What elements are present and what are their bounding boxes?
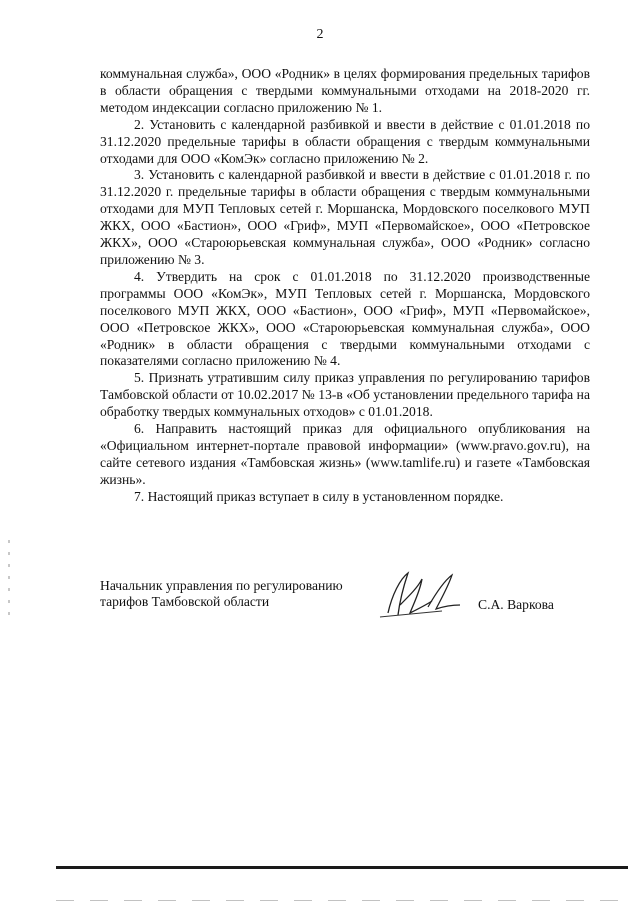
footer-rule: [56, 866, 628, 869]
paragraph-6: 6. Направить настоящий приказ для официального опубликования на «Официальном интернет-портале правовой информации» (www.pravo.gov.ru), на сайте сетевого издания «Тамбовская жизнь» (www.tamlife.ru) и газете «Тамбовская жизнь».: [100, 421, 590, 487]
paragraph-4: 4. Утвердить на срок с 01.01.2018 по 31.12.2020 производственные программы ООО «КомЭк», МУП Тепловых сетей г. Моршанска, Мордовского поселкового МУП ЖКХ, ООО «Бастион», ООО «Гриф», МУП «Первомайское», ООО «Петровское ЖКХ», ООО «Староюрьевская коммунальная служба», ООО «Родник» в области обращения с твердыми коммунальными отходами с показателями согласно приложению № 4.: [100, 268, 590, 369]
paragraph-7: 7. Настоящий приказ вступает в силу в установленном порядке.: [134, 488, 504, 504]
scan-margin-specks: [8, 540, 10, 620]
signatory-position: [100, 578, 343, 610]
footer-scan-marks: [56, 900, 628, 901]
signatory-position-line-2: тарифов Тамбовской области: [100, 594, 270, 609]
paragraph-2: 2. Установить с календарной разбивкой и ввести в действие с 01.01.2018 по 31.12.2020 предельные тарифы в области обращения с твердым коммунальными отходами для ООО «КомЭк» согласно приложению № 2.: [100, 116, 590, 166]
paragraph-5: 5. Признать утратившим силу приказ управления по регулированию тарифов Тамбовской области от 10.02.2017 № 13-в «Об установлении предельного тарифа на обработку твердых коммунальных отходов» с 01.01.2018.: [100, 370, 590, 420]
handwritten-signature: [370, 565, 470, 623]
paragraph-3: 3. Установить с календарной разбивкой и ввести в действие с 01.01.2018 г. по 31.12.2020 г. предельные тарифы в области обращения с твердым коммунальными отходами для МУП Тепловых сетей г. Моршанска, Мордовского поселкового МУП ЖКХ, ООО «Бастион», ООО «Гриф», МУП «Первомайское», ООО «Петровское ЖКХ», ООО «Староюрьевская коммунальная служба», ООО «Родник» согласно приложению № 3.: [100, 167, 590, 267]
paragraph-1-continuation: коммунальная служба», ООО «Родник» в целях формирования предельных тарифов в области обращения с твердыми коммунальными отходами на 2018-2020 гг. методом индексации согласно приложению № 1.: [100, 66, 590, 115]
page-number: 2: [316, 27, 324, 42]
signatory-name: С.А. Варкова: [478, 597, 554, 612]
signatory-position-line-1: Начальник управления по регулированию: [100, 578, 343, 593]
order-body: [100, 66, 590, 506]
